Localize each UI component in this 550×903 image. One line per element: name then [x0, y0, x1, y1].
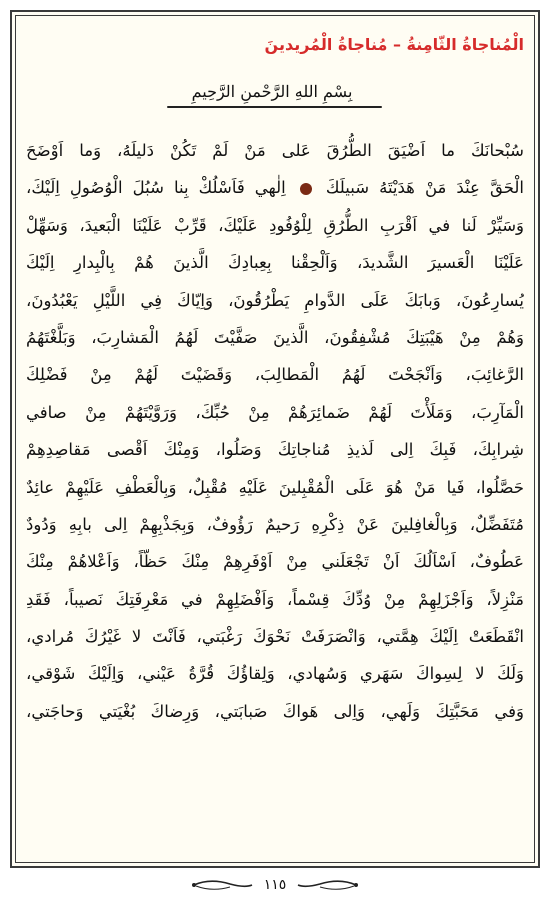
text-segment: مُتَفَضِّلٌ، وَبِالْغافِلينَ عَنْ ذِكْرِهِ رَحيمٌ رَؤُوفٌ، وَبِجَذْبِهِمْ اِلى بابِهِ وَدُودٌ: [26, 514, 524, 534]
basmala-block: [22, 70, 528, 122]
text-line: [26, 394, 524, 431]
text-segment: مَنْزِلاً، وَاَجْزَلِهِمْ مِنْ وُدِّكَ قِسْماً، وَاَفْضَلِهِمْ في مَعْرِفَتِكَ نَصيباً، فَقَدِ: [26, 589, 524, 609]
text-line: [26, 169, 524, 206]
text-line: [26, 244, 524, 281]
text-line: [26, 693, 524, 730]
page-footer: [0, 868, 550, 903]
text-line: [26, 618, 524, 655]
supplication-text: [22, 132, 528, 730]
text-line: [26, 207, 524, 244]
text-segment: الْحَقَّ عِنْدَ مَنْ هَدَيْتَهُ سَبيلَكَ: [325, 178, 524, 198]
text-line: [26, 431, 524, 468]
text-line: [26, 469, 524, 506]
text-segment: سُبْحانَكَ ما اَضْيَقَ الطُّرُقَ عَلى مَنْ لَمْ تَكُنْ دَليلَهُ، وَما اَوْضَحَ: [26, 141, 524, 160]
text-segment: وَلَكَ لا لِسِواكَ سَهَري وَسُهادي، وَلِقاؤُكَ قُرَّةُ عَيْني، وَاِلَيْكَ شَوْقي،: [26, 664, 524, 684]
text-segment: شِرابِكَ، فَبِكَ اِلى لَذيذِ مُناجاتِكَ وَصَلُوا، وَمِنْكَ اَقْصى مَقاصِدِهِمْ: [26, 440, 524, 460]
page-number: ١١٥: [263, 877, 287, 893]
text-line: [26, 132, 524, 169]
text-line: [26, 319, 524, 356]
text-line: [26, 356, 524, 393]
basmala-calligraphy: بِسْمِ اللهِ الرَّحْمنِ الرَّحِيمِ: [191, 82, 353, 101]
text-segment: انْقَطَعَتْ اِلَيْكَ هِمَّتي، وَانْصَرَفَتْ نَحْوَكَ رَغْبَتي، فَاَنْتَ لا غَيْرُكَ مُرادي،: [26, 627, 524, 647]
text-segment: يُسارِعُونَ، وَبابَكَ عَلَى الدَّوامِ يَطْرُقُونَ، وَاِيّاكَ فِي اللَّيْلِ يَعْبُدُونَ،: [26, 290, 524, 310]
basmala-underline: [167, 106, 382, 108]
text-segment: عَطُوفٌ، اَسْاَلُكَ اَنْ تَجْعَلَني مِنْ اَوْفَرِهِمْ مِنْكَ حَظّاً، وَاَعْلاهُمْ مِنْكَ: [26, 552, 524, 572]
text-line: [26, 506, 524, 543]
verse-separator-icon: [300, 183, 312, 195]
text-segment: وَفي مَحَبَّتِكَ وَلَهي، وَاِلى هَواكَ صَبابَتي، وَرِضاكَ بُغْيَتي وَحاجَتي،: [26, 701, 524, 721]
text-segment: عَلَيْنَا الْعَسيرَ الشَّديدَ، وَاَلْحِقْنا بِعِبادِكَ الَّذينَ هُمْ بِالْبِدارِ اِلَيْكَ: [26, 253, 524, 273]
text-line: [26, 581, 524, 618]
text-segment: الرَّغائِبَ، وَاَنْجَحْتَ لَهُمُ الْمَطالِبَ، وَقَضَيْتَ لَهُمْ مِنْ فَضْلِكَ: [26, 365, 524, 385]
text-segment: حَصَّلُوا، فَيا مَنْ هُوَ عَلَى الْمُقْبِلينَ عَلَيْهِ مُقْبِلٌ، وَبِالْعَطْفِ عَلَيْهِمْ عائِدٌ: [26, 477, 524, 497]
section-heading: الْمُناجاةُ الثّامِنةُ – مُناجاةُ الْمُريدينَ: [264, 35, 524, 54]
text-segment: وَسَيِّرْ لَنا في اَقْرَبِ الطُّرُقِ لِلْوُفُودِ عَلَيْكَ، قَرِّبْ عَلَيْنَا الْبَعيدَ، وَسَهِّلْ: [26, 215, 524, 235]
text-line: [26, 282, 524, 319]
text-segment: الْمَآرِبَ، وَمَلَأْتَ لَهُمْ ضَمائِرَهُمْ مِنْ حُبِّكَ، وَرَوَّيْتَهُمْ مِنْ صافي: [26, 402, 524, 422]
content-area: [22, 28, 528, 730]
text-line: [26, 543, 524, 580]
text-segment: وَهُمْ مِنْ هَيْبَتِكَ مُشْفِقُونَ، الَّذينَ صَفَّيْتَ لَهُمُ الْمَشارِبَ، وَبَلَّغْتَهُمُ: [26, 327, 524, 347]
text-line: [26, 655, 524, 692]
text-segment: اِلٰهي فَاَسْلُكْ بِنا سُبُلَ الْوُصُولِ اِلَيْكَ،: [26, 178, 286, 198]
